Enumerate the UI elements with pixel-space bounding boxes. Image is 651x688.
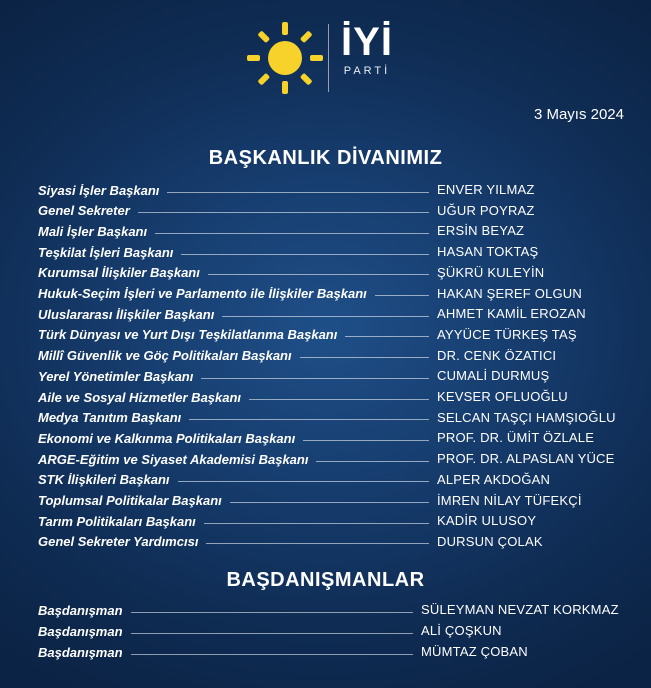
- leader-line: [375, 295, 429, 296]
- role-label: Aile ve Sosyal Hizmetler Başkanı: [38, 389, 242, 405]
- person-name: ŞÜKRÜ KULEYİN: [437, 264, 545, 280]
- person-name: AHMET KAMİL EROZAN: [437, 306, 586, 322]
- leader-line: [222, 316, 429, 317]
- leader-line: [131, 633, 413, 634]
- person-name: ALPER AKDOĞAN: [437, 471, 551, 487]
- list-item: [38, 284, 437, 304]
- leader-line: [316, 461, 429, 462]
- person-name: DURSUN ÇOLAK: [437, 533, 543, 549]
- role-label: Başdanışman: [38, 602, 123, 618]
- sun-icon: [245, 20, 325, 96]
- role-label: STK İlişkileri Başkanı: [38, 472, 170, 488]
- person-name: PROF. DR. ALPASLAN YÜCE: [437, 451, 615, 467]
- list-item: [38, 470, 437, 490]
- brand-name: İYİ: [341, 20, 393, 64]
- logo-divider: [328, 24, 329, 92]
- list-item: [38, 346, 437, 366]
- role-label: ARGE-Eğitim ve Siyaset Akademisi Başkanı: [38, 451, 309, 467]
- role-label: Başdanışman: [38, 644, 123, 660]
- role-label: Millî Güvenlik ve Göç Politikaları Başkanı: [38, 348, 292, 364]
- person-name: ENVER YILMAZ: [437, 182, 535, 197]
- list-item: [38, 449, 437, 469]
- list-item: [38, 532, 437, 552]
- brand-wordmark: [337, 20, 397, 78]
- person-name: PROF. DR. ÜMİT ÖZLALE: [437, 430, 595, 446]
- list-item: [38, 511, 437, 531]
- list-item: [38, 180, 437, 200]
- leader-line: [155, 233, 429, 234]
- person-name: CUMALİ DURMUŞ: [437, 368, 550, 384]
- person-name: SELCAN TAŞÇI HAMŞIOĞLU: [437, 409, 616, 425]
- role-label: Kurumsal İlişkiler Başkanı: [38, 265, 200, 281]
- list-item: [38, 642, 421, 662]
- list-item: [38, 387, 437, 407]
- person-name: MÜMTAZ ÇOBAN: [421, 644, 528, 659]
- list-item: [38, 621, 421, 641]
- person-name: AYYÜCE TÜRKEŞ TAŞ: [437, 326, 577, 342]
- list-item: [38, 201, 437, 221]
- person-name: HAKAN ŞEREF OLGUN: [437, 285, 582, 301]
- leader-line: [303, 440, 429, 441]
- list-item: [38, 263, 437, 283]
- brand-subtitle: PARTİ: [343, 65, 391, 77]
- leader-line: [189, 419, 429, 420]
- leader-line: [131, 612, 413, 613]
- role-label: Teşkilat İşleri Başkanı: [38, 244, 174, 260]
- role-label: Toplumsal Politikalar Başkanı: [38, 493, 222, 508]
- person-name: UĞUR POYRAZ: [437, 202, 535, 218]
- section-title-presidency: BAŞKANLIK DİVANIMIZ: [208, 147, 443, 169]
- person-name: KADİR ULUSOY: [437, 513, 537, 529]
- leader-line: [204, 523, 429, 524]
- leader-line: [138, 212, 429, 213]
- role-label: Siyasi İşler Başkanı: [38, 182, 160, 198]
- list-item: [38, 366, 437, 386]
- list-item: [38, 325, 437, 345]
- leader-line: [201, 378, 429, 379]
- section-title-advisors: BAŞDANIŞMANLAR: [226, 569, 425, 591]
- list-item: [38, 221, 437, 241]
- leader-line: [345, 336, 429, 337]
- role-label: Medya Tanıtım Başkanı: [38, 410, 182, 426]
- role-label: Hukuk-Seçim İşleri ve Parlamento ile İlişkiler Başkanı: [38, 286, 367, 301]
- list-item: [38, 304, 437, 324]
- leader-line: [208, 274, 429, 275]
- role-label: Genel Sekreter: [38, 203, 130, 219]
- role-label: Uluslararası İlişkiler Başkanı: [38, 306, 215, 322]
- role-label: Ekonomi ve Kalkınma Politikaları Başkanı: [38, 430, 296, 446]
- person-name: ALİ ÇOŞKUN: [421, 623, 502, 638]
- person-name: SÜLEYMAN NEVZAT KORKMAZ: [421, 602, 619, 617]
- role-label: Mali İşler Başkanı: [38, 223, 148, 239]
- role-label: Başdanışman: [38, 623, 123, 639]
- role-label: Genel Sekreter Yardımcısı: [38, 534, 199, 550]
- leader-line: [206, 543, 429, 544]
- person-name: KEVSER OFLUOĞLU: [437, 389, 568, 404]
- announcement-date: 3 Mayıs 2024: [533, 106, 624, 123]
- leader-line: [230, 502, 429, 503]
- list-item: [38, 408, 437, 428]
- list-item: [38, 600, 421, 620]
- leader-line: [167, 192, 429, 193]
- list-item: [38, 428, 437, 448]
- leader-line: [131, 654, 413, 655]
- person-name: ERSİN BEYAZ: [437, 223, 525, 239]
- role-label: Yerel Yönetimler Başkanı: [38, 368, 194, 384]
- leader-line: [300, 357, 429, 358]
- leader-line: [249, 399, 429, 400]
- list-item: [38, 242, 437, 262]
- list-item: [38, 491, 437, 511]
- role-label: Türk Dünyası ve Yurt Dışı Teşkilatlanma Başkanı: [38, 327, 338, 343]
- leader-line: [181, 254, 429, 255]
- person-name: HASAN TOKTAŞ: [437, 244, 539, 260]
- role-label: Tarım Politikaları Başkanı: [38, 513, 196, 529]
- person-name: DR. CENK ÖZATICI: [437, 347, 557, 363]
- person-name: İMREN NİLAY TÜFEKÇİ: [437, 492, 582, 508]
- leader-line: [178, 481, 429, 482]
